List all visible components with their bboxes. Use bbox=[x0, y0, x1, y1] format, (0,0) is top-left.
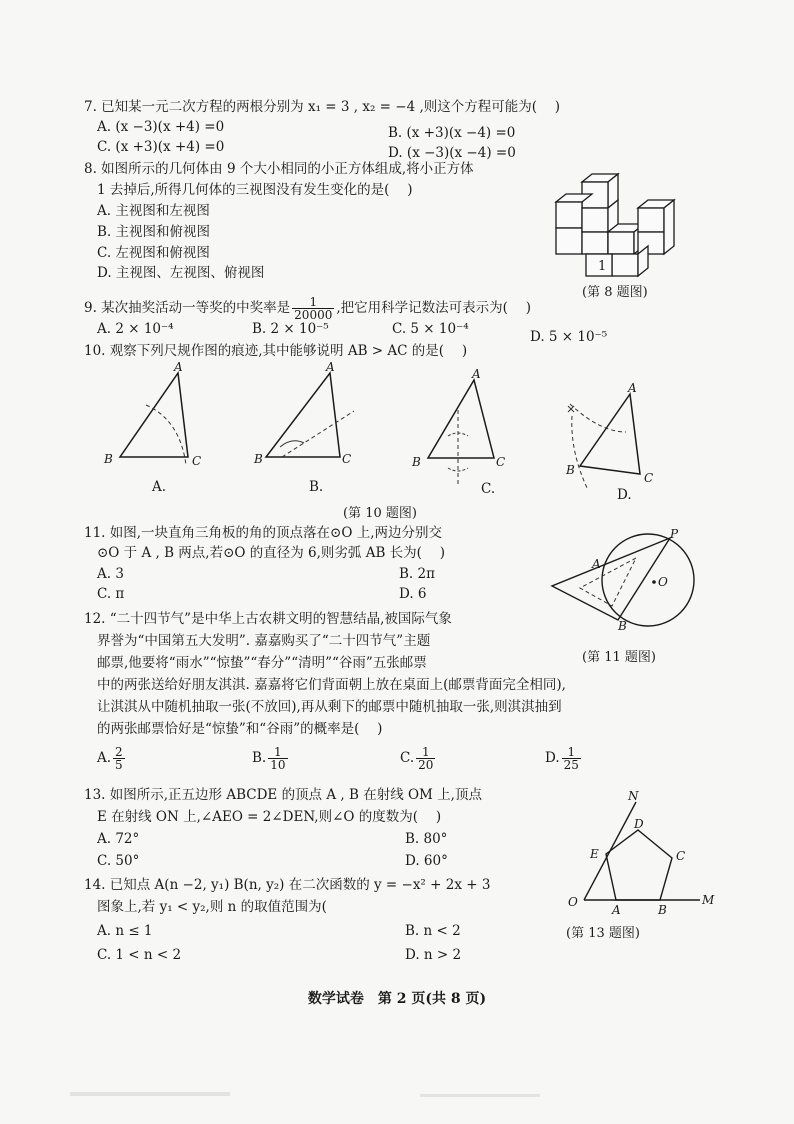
q8-option-b: B. 主视图和俯视图 bbox=[97, 224, 211, 240]
q11-option-c: C. π bbox=[97, 586, 125, 602]
q12-line3: 邮票,他要将“雨水”“惊蛰”“春分”“清明”“谷雨”五张邮票 bbox=[97, 655, 427, 671]
page-footer: 数学试卷 第 2 页(共 8 页) bbox=[307, 991, 487, 1007]
q8-caption: (第 8 题图) bbox=[582, 285, 648, 300]
q10a-label-b: B bbox=[104, 452, 113, 466]
q12-line4: 中的两张送给好朋友淇淇. 嘉嘉将它们背面朝上放在桌面上(邮票背面完全相同), bbox=[97, 677, 566, 693]
q12-line1: 12. “二十四节气”是中华上古农耕文明的智慧结晶,被国际气象 bbox=[84, 611, 452, 627]
q9-stem-pre: 9. 某次抽奖活动一等奖的中奖率是 bbox=[84, 300, 291, 316]
q13-option-d: D. 60° bbox=[405, 853, 448, 869]
q14-line1: 14. 已知点 A(n −2, y₁) B(n, y₂) 在二次函数的 y = −x² + 2x + 3 bbox=[84, 877, 491, 893]
q12-line2: 界誉为“中国第五大发明”. 嘉嘉购买了“二十四节气”主题 bbox=[97, 633, 431, 649]
q12-d-den: 25 bbox=[563, 758, 579, 772]
q13-label-c: C bbox=[676, 849, 686, 863]
q8-option-d: D. 主视图、左视图、俯视图 bbox=[97, 265, 265, 281]
q8-cube-figure bbox=[552, 172, 692, 280]
q13-figure bbox=[566, 790, 716, 915]
q11-figure bbox=[546, 528, 706, 638]
q12-option-b-fraction bbox=[268, 746, 287, 771]
q12-line6: 的两张邮票恰好是“惊蛰”和“谷雨”的概率是( ) bbox=[97, 721, 383, 737]
q13-option-a: A. 72° bbox=[97, 831, 140, 847]
q10d-label-a: A bbox=[628, 381, 637, 395]
q13-label-a: A bbox=[612, 903, 621, 917]
q12-option-b bbox=[252, 746, 290, 771]
q13-line1: 13. 如图所示,正五边形 ABCDE 的顶点 A , B 在射线 OM 上,顶点 bbox=[84, 787, 482, 803]
q8-cube-label: 1 bbox=[598, 259, 607, 274]
q13-option-c: C. 50° bbox=[97, 853, 140, 869]
q10-option-d: D. bbox=[617, 487, 632, 503]
q12-c-den: 20 bbox=[418, 758, 434, 772]
q8-option-a: A. 主视图和左视图 bbox=[97, 203, 210, 219]
q10-option-c: C. bbox=[481, 481, 496, 497]
q12-c-num: 1 bbox=[416, 746, 435, 759]
q13-line2: E 在射线 ON 上,∠AEO = 2∠DEN,则∠O 的度数为( ) bbox=[97, 809, 442, 825]
q9-option-c: C. 5 × 10⁻⁴ bbox=[392, 321, 469, 337]
q14-line2: 图象上,若 y₁ < y₂,则 n 的取值范围为( bbox=[97, 899, 327, 915]
q10-option-a: A. bbox=[152, 479, 167, 495]
q10a-label-a: A bbox=[174, 360, 183, 374]
q12-a-num: 2 bbox=[115, 745, 123, 759]
q9-stem bbox=[84, 296, 531, 321]
q13-label-o: O bbox=[568, 895, 578, 909]
q7-option-d: D. (x −3)(x −4) =0 bbox=[388, 145, 516, 161]
q14-option-d: D. n > 2 bbox=[405, 947, 462, 963]
q13-label-m: M bbox=[702, 893, 715, 907]
q10-figure-a bbox=[100, 360, 210, 475]
q9-frac-num: 1 bbox=[292, 296, 334, 309]
q9-stem-post: ,把它用科学记数法可表示为( ) bbox=[336, 300, 531, 316]
q14-option-a: A. n ≤ 1 bbox=[97, 923, 153, 939]
q10d-label-c: C bbox=[644, 471, 654, 485]
q10d-label-b: B bbox=[566, 463, 575, 477]
q13-option-b: B. 80° bbox=[405, 831, 448, 847]
q12-option-a-fraction bbox=[113, 746, 125, 771]
q10b-label-c: C bbox=[342, 452, 352, 466]
q13-label-d: D bbox=[634, 817, 644, 831]
scan-smudge bbox=[420, 1094, 540, 1097]
q11-label-p: P bbox=[670, 527, 679, 541]
q10b-label-a: A bbox=[326, 360, 335, 374]
q11-caption: (第 11 题图) bbox=[582, 650, 656, 665]
q7-option-a: A. (x −3)(x +4) =0 bbox=[97, 119, 225, 135]
q13-label-e: E bbox=[590, 847, 599, 861]
q12-option-b-label: B. bbox=[252, 750, 267, 766]
q9-frac-den: 20000 bbox=[294, 308, 333, 322]
q10-option-b: B. bbox=[309, 479, 324, 495]
q7-option-c: C. (x +3)(x +4) =0 bbox=[97, 139, 225, 155]
q12-option-d-label: D. bbox=[545, 750, 560, 766]
q12-option-a-label: A. bbox=[97, 750, 112, 766]
q14-option-b: B. n < 2 bbox=[405, 923, 461, 939]
q13-caption: (第 13 题图) bbox=[566, 926, 640, 941]
q10-caption: (第 10 题图) bbox=[343, 506, 417, 521]
q9-option-b: B. 2 × 10⁻⁵ bbox=[252, 321, 329, 337]
q14-option-c: C. 1 < n < 2 bbox=[97, 947, 182, 963]
q12-option-c-label: C. bbox=[400, 750, 415, 766]
q12-option-c bbox=[400, 746, 437, 771]
q10c-label-a: A bbox=[472, 367, 481, 381]
q13-label-n: N bbox=[628, 789, 639, 803]
scan-smudge bbox=[70, 1092, 230, 1096]
q8-option-c: C. 左视图和俯视图 bbox=[97, 245, 210, 261]
q13-label-b: B bbox=[658, 903, 667, 917]
q11-stem-line1: 11. 如图,一块直角三角板的角的顶点落在⊙O 上,两边分别交 bbox=[84, 525, 443, 541]
q10a-label-c: C bbox=[192, 454, 202, 468]
q10b-label-b: B bbox=[254, 452, 263, 466]
q11-label-o: O bbox=[658, 575, 668, 589]
q10c-label-b: B bbox=[412, 455, 421, 469]
q7-option-b: B. (x +3)(x −4) =0 bbox=[388, 125, 516, 141]
q8-stem-line2: 1 去掉后,所得几何体的三视图没有发生变化的是( ) bbox=[97, 182, 413, 198]
q12-option-d bbox=[545, 746, 583, 771]
q12-option-c-fraction bbox=[416, 746, 435, 771]
q12-a-den: 5 bbox=[115, 758, 123, 772]
q12-option-a bbox=[97, 746, 127, 771]
q12-option-d-fraction bbox=[562, 746, 581, 771]
q10-figure-b bbox=[252, 360, 362, 475]
q9-option-d: D. 5 × 10⁻⁵ bbox=[530, 329, 608, 345]
q9-fraction bbox=[292, 296, 334, 321]
q9-option-a: A. 2 × 10⁻⁴ bbox=[97, 321, 174, 337]
q10-figure-d bbox=[560, 382, 670, 492]
q11-label-a: A bbox=[592, 557, 601, 571]
q10-figure-c bbox=[408, 367, 518, 490]
q11-stem-line2: ⊙O 于 A , B 两点,若⊙O 的直径为 6,则劣弧 AB 长为( ) bbox=[97, 545, 446, 561]
q8-stem-line1: 8. 如图所示的几何体由 9 个大小相同的小正方体组成,将小正方体 bbox=[84, 161, 474, 177]
q11-option-b: B. 2π bbox=[399, 566, 435, 582]
q11-option-d: D. 6 bbox=[399, 586, 427, 602]
q12-line5: 让淇淇从中随机抽取一张(不放回),再从剩下的邮票中随机抽取一张,则淇淇抽到 bbox=[97, 699, 562, 715]
q7-stem: 7. 已知某一元二次方程的两根分别为 x₁ = 3 , x₂ = −4 ,则这个方程可能为( ) bbox=[84, 99, 561, 115]
q10c-label-c: C bbox=[496, 455, 506, 469]
q10-stem: 10. 观察下列尺规作图的痕迹,其中能够说明 AB > AC 的是( ) bbox=[84, 343, 468, 359]
q12-d-num: 1 bbox=[562, 746, 581, 759]
q11-option-a: A. 3 bbox=[97, 566, 124, 582]
q12-b-den: 10 bbox=[270, 758, 286, 772]
q11-label-b: B bbox=[618, 619, 627, 633]
q12-b-num: 1 bbox=[268, 746, 287, 759]
